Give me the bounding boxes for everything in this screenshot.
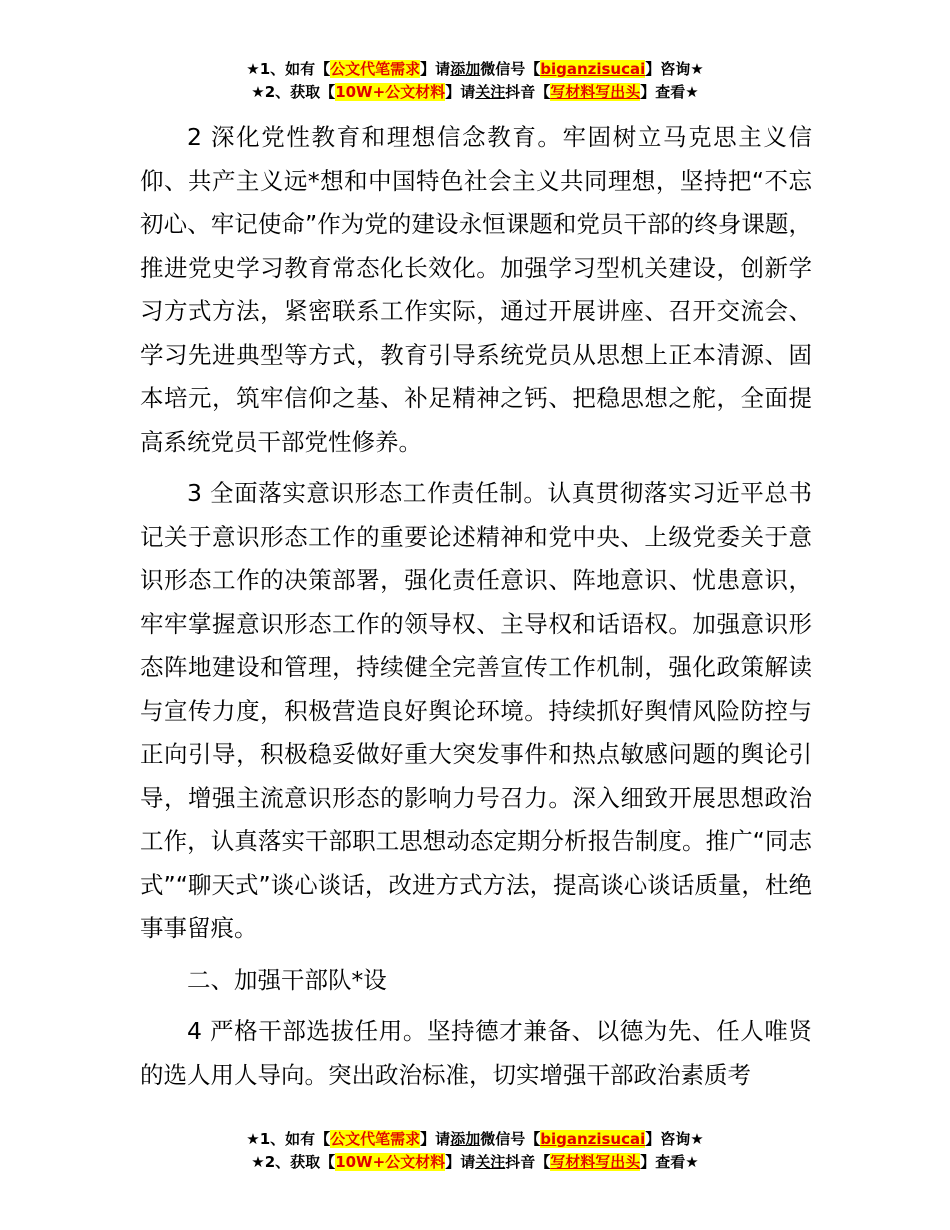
header-banner bbox=[0, 58, 950, 104]
footer-line-2-suffix: 】查看★ bbox=[640, 1153, 699, 1171]
paragraph-ideology-responsibility: 3 全面落实意识形态工作责任制。认真贯彻落实习近平总书记关于意识形态工作的重要论述精神和党中央、上级党委关于意识形态工作的决策部署，强化责任意识、阵地意识、忧患意识，牢牢掌握意识形态工作的领导权、主导权和话语权。加强意识形态阵地建设和管理，持续健全完善宣传工作机制，强化政策解读与宣传力度，积极营造良好舆论环境。持续抓好舆情风险防控与正向引导，积极稳妥做好重大突发事件和热点敏感问题的舆论引导，增强主流意识形态的影响力号召力。深入细致开展思想政治工作，认真落实干部职工思想动态定期分析报告制度。推广“同志式”“聊天式”谈心谈话，改进方式方法，提高谈心谈话质量，杜绝事事留痕。 bbox=[140, 479, 812, 942]
paragraph-party-education: 2 深化党性教育和理想信念教育。牢固树立马克思主义信仰、共产主义远*想和中国特色社会主义共同理想，坚持把“不忘初心、牢记使命”作为党的建设永恒课题和党员干部的终身课题，推进党史学习教育常态化长效化。加强学习型机关建设，创新学习方式方法，紧密联系工作实际，通过开展讲座、召开交流会、学习先进典型等方式，教育引导系统党员从思想上正本清源、固本培元，筑牢信仰之基、补足精神之钙、把稳思想之舵，全面提高系统党员干部党性修养。 bbox=[140, 123, 812, 456]
banner-line-2-highlight-materials: 10W+公文材料 bbox=[335, 83, 446, 101]
document-body bbox=[140, 116, 812, 1105]
footer-line-1-suffix: 】咨询★ bbox=[645, 1130, 704, 1148]
section-heading-cadre-team: 二、加强干部队*设 bbox=[187, 965, 387, 994]
footer-line-1-emphasis: 添加 bbox=[450, 1130, 481, 1148]
banner-line-2-douyin-id: 写材料写出头 bbox=[550, 83, 641, 101]
banner-line-2-emphasis: 关注 bbox=[475, 83, 506, 101]
footer-banner bbox=[0, 1128, 950, 1174]
footer-line-1-highlight-service: 公文代笔需求 bbox=[330, 1130, 421, 1148]
banner-line-2 bbox=[0, 81, 950, 104]
banner-line-2-prefix: ★2、获取【 bbox=[251, 83, 336, 101]
banner-line-1-emphasis: 添加 bbox=[450, 60, 481, 78]
footer-line-1 bbox=[0, 1128, 950, 1151]
footer-line-2-mid: 】请 bbox=[445, 1153, 476, 1171]
banner-line-1-highlight-service: 公文代笔需求 bbox=[330, 60, 421, 78]
footer-line-2-highlight-materials: 10W+公文材料 bbox=[335, 1153, 446, 1171]
banner-line-1-prefix: ★1、如有【 bbox=[246, 60, 331, 78]
footer-line-1-wechat-id: biganzisucai bbox=[540, 1130, 646, 1148]
banner-line-2-mid2: 抖音【 bbox=[505, 83, 551, 101]
footer-line-2-douyin-id: 写材料写出头 bbox=[550, 1153, 641, 1171]
banner-line-2-mid: 】请 bbox=[445, 83, 476, 101]
banner-line-2-suffix: 】查看★ bbox=[640, 83, 699, 101]
banner-line-1-mid: 】请 bbox=[420, 60, 451, 78]
paragraph-cadre-selection: 4 严格干部选拔任用。坚持德才兼备、以德为先、任人唯贤的选人用人导向。突出政治标准，切实增强干部政治素质考 bbox=[140, 1017, 812, 1089]
footer-line-1-prefix: ★1、如有【 bbox=[246, 1130, 331, 1148]
banner-line-1 bbox=[0, 58, 950, 81]
footer-line-1-mid: 】请 bbox=[420, 1130, 451, 1148]
footer-line-2-mid2: 抖音【 bbox=[505, 1153, 551, 1171]
banner-line-1-wechat-id: biganzisucai bbox=[540, 60, 646, 78]
footer-line-2-emphasis: 关注 bbox=[475, 1153, 506, 1171]
banner-line-1-mid2: 微信号【 bbox=[480, 60, 541, 78]
footer-line-2-prefix: ★2、获取【 bbox=[251, 1153, 336, 1171]
footer-line-2 bbox=[0, 1151, 950, 1174]
banner-line-1-suffix: 】咨询★ bbox=[645, 60, 704, 78]
footer-line-1-mid2: 微信号【 bbox=[480, 1130, 541, 1148]
